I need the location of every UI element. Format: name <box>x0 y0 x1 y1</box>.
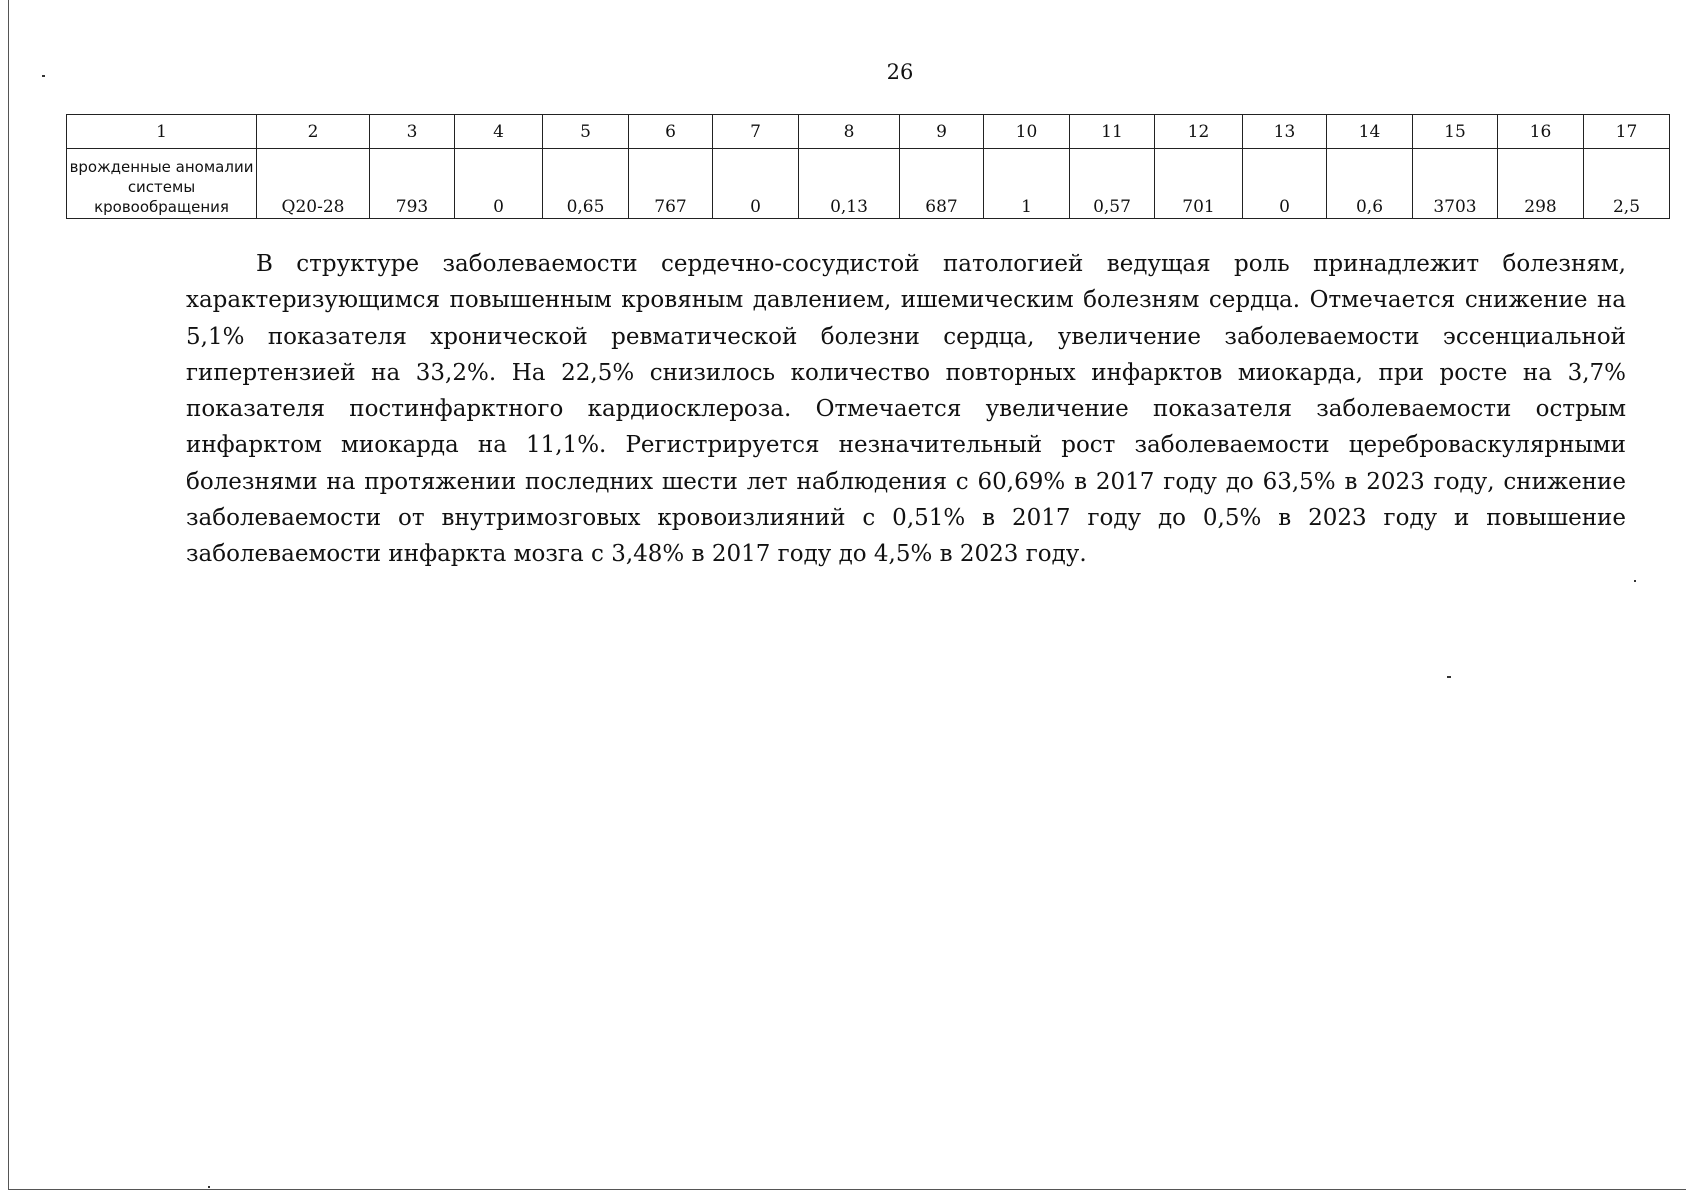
table-cell: 0 <box>455 149 543 219</box>
table-cell: 687 <box>900 149 984 219</box>
table-cell: 3703 <box>1413 149 1498 219</box>
page-number: 26 <box>886 60 914 84</box>
column-header: 8 <box>799 115 900 149</box>
table-cell: 0,13 <box>799 149 900 219</box>
column-header: 7 <box>713 115 799 149</box>
table-cell: 767 <box>629 149 713 219</box>
column-header: 6 <box>629 115 713 149</box>
table-cell: 298 <box>1498 149 1584 219</box>
column-header: 3 <box>370 115 455 149</box>
table-cell: 701 <box>1155 149 1243 219</box>
column-header: 10 <box>984 115 1070 149</box>
scan-speck <box>208 1186 210 1188</box>
column-header: 9 <box>900 115 984 149</box>
table-cell: 0,6 <box>1327 149 1413 219</box>
table-cell: Q20-28 <box>257 149 370 219</box>
column-header: 12 <box>1155 115 1243 149</box>
column-header: 11 <box>1070 115 1155 149</box>
data-table <box>66 114 1670 219</box>
column-header: 5 <box>543 115 629 149</box>
table-cell: 1 <box>984 149 1070 219</box>
scan-speck <box>42 75 45 77</box>
table-cell: 0 <box>713 149 799 219</box>
scan-speck <box>1634 580 1636 582</box>
table-cell: 793 <box>370 149 455 219</box>
row-name-cell: врожденные аномалии системы кровообращения <box>67 149 257 219</box>
column-header: 2 <box>257 115 370 149</box>
column-header: 16 <box>1498 115 1584 149</box>
column-header: 4 <box>455 115 543 149</box>
column-header: 14 <box>1327 115 1413 149</box>
table-header-row <box>67 115 1670 149</box>
body-paragraph: В структуре заболеваемости сердечно-сосудистой патологией ведущая роль принадлежит болезням, характеризующимся повышенным кровяным давлением, ишемическим болезням сердца. Отмечается снижение на 5,1% показателя хронической ревматической болезни сердца, увеличение заболеваемости эссенциальной гипертензией на 33,2%. На 22,5% снизилось количество повторных инфарктов миокарда, при росте на 3,7% показателя постинфарктного кардиосклероза. Отмечается увеличение показателя заболеваемости острым инфарктом миокарда на 11,1%. Регистрируется незначительный рост заболеваемости цереброваскулярными болезнями на протяжении последних шести лет наблюдения с 60,69% в 2017 году до 63,5% в 2023 году, снижение заболеваемости от внутримозговых кровоизлияний с 0,51% в 2017 году до 0,5% в 2023 году и повышение заболеваемости инфаркта мозга с 3,48% в 2017 году до 4,5% в 2023 году. <box>186 251 1626 568</box>
table-cell: 0 <box>1243 149 1327 219</box>
table-row <box>67 149 1670 219</box>
column-header: 15 <box>1413 115 1498 149</box>
column-header: 17 <box>1584 115 1670 149</box>
table-cell: 2,5 <box>1584 149 1670 219</box>
table-cell: 0,65 <box>543 149 629 219</box>
column-header: 13 <box>1243 115 1327 149</box>
table-cell: 0,57 <box>1070 149 1155 219</box>
column-header: 1 <box>67 115 257 149</box>
scan-speck <box>1447 676 1451 678</box>
